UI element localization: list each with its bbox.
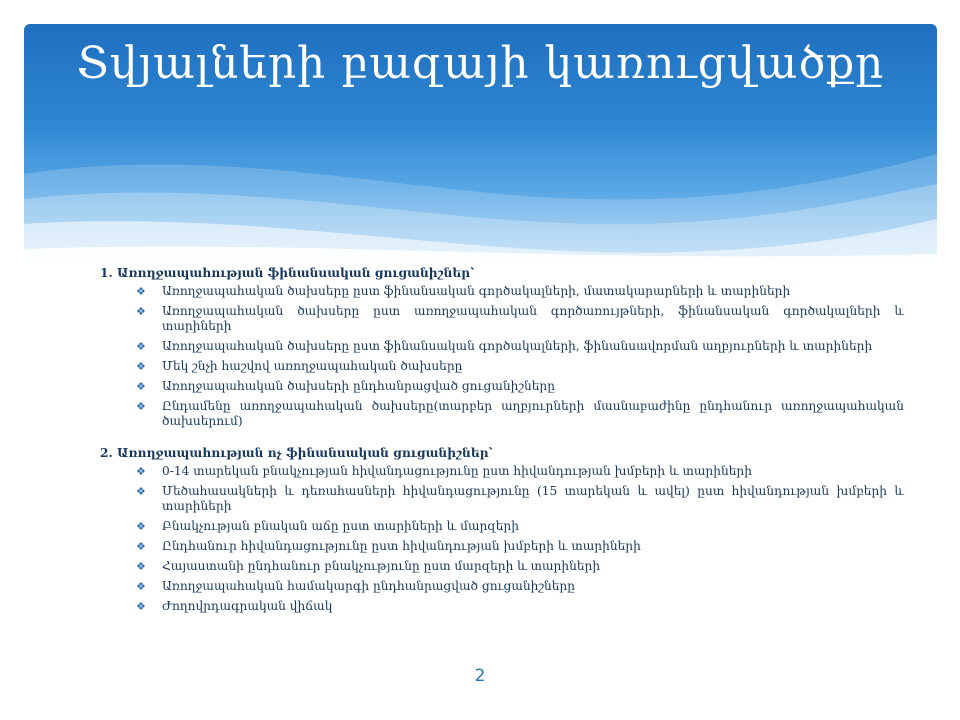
list-item: ❖ Բնակչության բնական աճը ըստ տարիների և մարզերի	[136, 519, 520, 533]
list-item: ❖ 0-14 տարեկան բնակչության հիվանդացությունը ըստ հիվանդության խմբերի և տարիների	[136, 464, 752, 478]
list-item: ❖ Առողջապահական համակարգի ընդհանրացված ցուցանիշները	[136, 579, 575, 593]
page-number: 2	[474, 666, 486, 686]
diamond-bullet-icon: ❖	[136, 580, 146, 593]
diamond-bullet-icon: ❖	[136, 600, 146, 613]
list-item: ❖ Ընդամենը առողջապահական ծախսերը(տարբեր աղբյուրների մասնաբաժինը ընդհանուր առողջապահական ծախսերում)	[136, 399, 904, 428]
list-item: ❖ Առողջապահական ծախսերը ըստ առողջապահական գործառույթների, ֆինանսական գործակալների և տարիների	[136, 304, 904, 333]
diamond-bullet-icon: ❖	[136, 400, 146, 413]
non-financial-indicators-list	[100, 464, 904, 614]
list-item: ❖ Առողջապահական ծախսերը ըստ ֆինանսական գործակալների, ֆինանսավորման աղբյուրների և տարիների	[136, 339, 873, 353]
diamond-bullet-icon: ❖	[136, 380, 146, 393]
list-item: ❖ Ժողովրդագրական վիճակ	[136, 599, 333, 613]
list-item: ❖ Հայաստանի ընդհանուր բնակչությունը ըստ մարզերի և տարիների	[136, 559, 601, 573]
slide-content	[100, 266, 904, 619]
list-item: ❖ Ընդհանուր հիվանդացությունը ըստ հիվանդության խմբերի և տարիների	[136, 539, 641, 553]
diamond-bullet-icon: ❖	[136, 520, 146, 533]
diamond-bullet-icon: ❖	[136, 285, 146, 298]
list-item: ❖ Առողջապահական ծախսերի ընդհանրացված ցուցանիշները	[136, 379, 555, 393]
slide-title: Տվյալների բազայի կառուցվածքը	[76, 38, 885, 89]
diamond-bullet-icon: ❖	[136, 340, 146, 353]
diamond-bullet-icon: ❖	[136, 540, 146, 553]
diamond-bullet-icon: ❖	[136, 465, 146, 478]
list-item: ❖ Առողջապահական ծախսերը ըստ ֆինանսական գործակալների, մատակարարների և տարիների	[136, 284, 791, 298]
section-heading-financial: 1. Առողջապահության ֆինանսական ցուցանիշներ՝	[100, 266, 474, 280]
diamond-bullet-icon: ❖	[136, 305, 146, 318]
list-item: ❖ Մեծահասակների և դեռահասների հիվանդացությունը (15 տարեկան և ավել) ըստ հիվանդության խմբերի և տարիների	[136, 484, 904, 513]
diamond-bullet-icon: ❖	[136, 360, 146, 373]
diamond-bullet-icon: ❖	[136, 560, 146, 573]
section-heading-non-financial: 2. Առողջապահության ոչ ֆինանսական ցուցանիշներ՝	[100, 446, 493, 460]
financial-indicators-list	[100, 284, 904, 429]
list-item: ❖ Մեկ շնչի հաշվով առողջապահական ծախսերը	[136, 359, 463, 373]
title-banner	[24, 24, 937, 264]
diamond-bullet-icon: ❖	[136, 485, 146, 498]
